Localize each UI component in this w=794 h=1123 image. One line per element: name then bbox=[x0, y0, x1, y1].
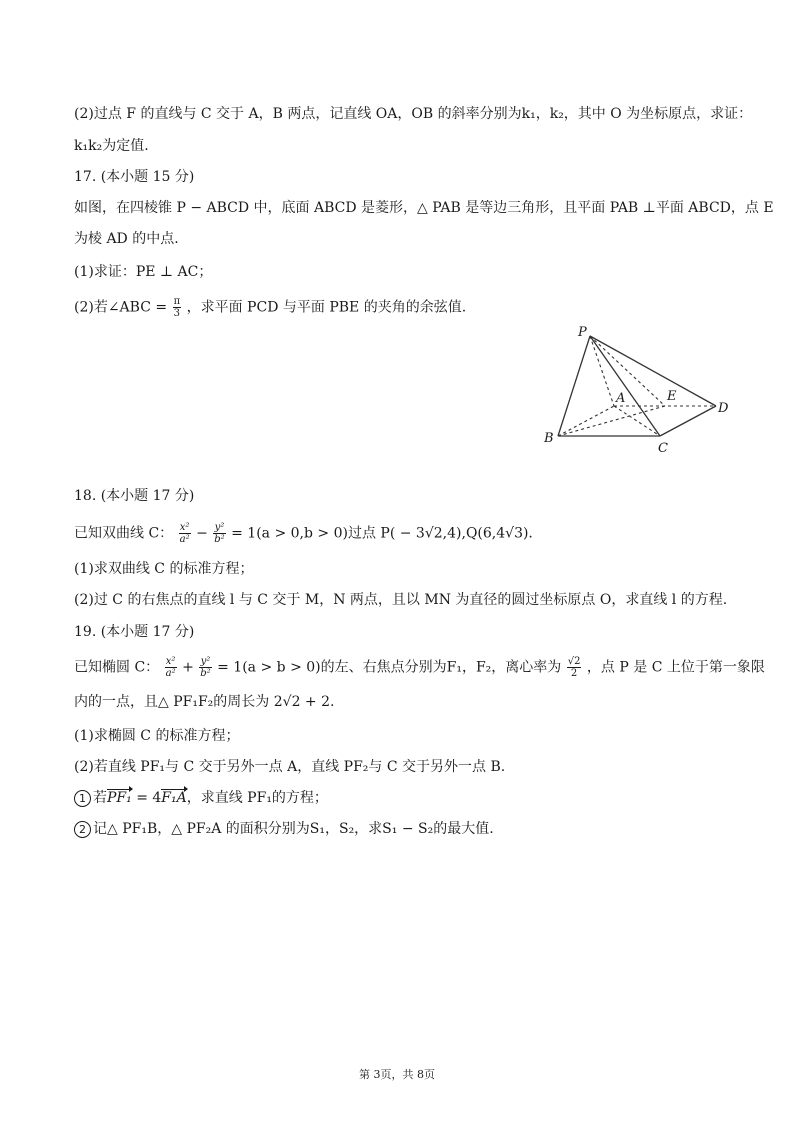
q19-sub1-eq: = 4 bbox=[131, 790, 162, 806]
q19-part2: (2)若直线 PF₁与 C 交于另外一点 A，直线 PF₂与 C 交于另外一点 B. bbox=[74, 759, 506, 775]
q17-stem-line1: 如图，在四棱锥 P − ABCD 中，底面 ABCD 是菱形，△ PAB 是等边三角形，且平面 PAB ⊥平面 ABCD，点 E bbox=[74, 200, 774, 216]
circled-number-1: 1 bbox=[74, 790, 91, 807]
angle-fraction-numerator: π bbox=[173, 296, 181, 307]
ellipse-term-x: $\frac{\text{x²}}{\text{a²}}$ bbox=[165, 656, 176, 679]
label-C: C bbox=[658, 441, 668, 456]
q18-stem: 已知双曲线 C： $\frac{\text{x²}}{\text{a²}}$ − $\frac{\text{y²}}{\text{b²}}$ = 1(a > 0,b > 0)过点 P( − 3√2,4),Q(6,4√3). bbox=[74, 522, 533, 545]
q19-stem-suffix: ，点 P 是 C 上位于第一象限 bbox=[586, 659, 765, 676]
q19-sub1-text: ，求直线 PF₁的方程； bbox=[186, 790, 328, 806]
hyperbola-term-y: $\frac{\text{y²}}{\text{b²}}$ bbox=[214, 522, 225, 545]
q17-header: 17. (本小题 15 分) bbox=[74, 169, 195, 185]
q17-part2-prefix: (2)若∠ABC = bbox=[74, 299, 168, 316]
q19-sub2-text: 记△ PF₁B，△ PF₂A 的面积分别为S₁，S₂，求S₁ − S₂的最大值. bbox=[93, 821, 494, 837]
eccentricity-numerator: √2 bbox=[567, 656, 581, 667]
q19-stem-prefix: 已知椭圆 C： bbox=[74, 659, 160, 676]
ellipse-term-y: $\frac{\text{y²}}{\text{b²}}$ bbox=[200, 656, 211, 679]
edge-CD bbox=[660, 406, 716, 436]
q17-part2 bbox=[74, 296, 466, 319]
edge-AC bbox=[614, 406, 660, 436]
q17-part2-suffix: ，求平面 PCD 与平面 PBE 的夹角的余弦值. bbox=[186, 299, 467, 316]
q17-stem-line2: 为棱 AD 的中点. bbox=[74, 231, 179, 247]
q16-part2-line2: k₁k₂为定值. bbox=[74, 138, 149, 154]
label-B: B bbox=[544, 431, 554, 446]
vector-F1A: F₁A bbox=[161, 790, 187, 806]
angle-fraction-denominator: 3 bbox=[173, 308, 181, 319]
q18-stem-prefix: 已知双曲线 C： bbox=[74, 525, 174, 542]
q16-part2-line1: (2)过点 F 的直线与 C 交于 A，B 两点，记直线 OA，OB 的斜率分别为k₁，k₂，其中 O 为坐标原点，求证： bbox=[74, 106, 753, 122]
label-D: D bbox=[718, 401, 729, 416]
q19-part1: (1)求椭圆 C 的标准方程； bbox=[74, 728, 240, 744]
eccentricity-denominator: 2 bbox=[570, 668, 578, 679]
label-E: E bbox=[667, 389, 677, 404]
page-footer: 第 3页，共 8页 bbox=[359, 1068, 435, 1081]
circled-number-2: 2 bbox=[74, 821, 91, 838]
pyramid-figure bbox=[530, 320, 740, 460]
label-P: P bbox=[578, 325, 587, 340]
q19-subpart1 bbox=[74, 788, 328, 808]
edge-PA bbox=[590, 336, 614, 406]
hyperbola-term-x: $\frac{\text{x²}}{\text{a²}}$ bbox=[179, 522, 190, 545]
angle-fraction bbox=[173, 296, 182, 319]
q18-header: 18. (本小题 17 分) bbox=[74, 488, 195, 504]
q19-stem-line2: 内的一点，且△ PF₁F₂的周长为 2√2 + 2. bbox=[74, 694, 335, 710]
q19-header: 19. (本小题 17 分) bbox=[74, 624, 195, 640]
q18-part1: (1)求双曲线 C 的标准方程； bbox=[74, 561, 254, 577]
eccentricity-fraction bbox=[567, 656, 582, 679]
q17-part1: (1)求证：PE ⊥ AC； bbox=[74, 264, 213, 280]
vector-PF1: PF₁ bbox=[107, 790, 132, 806]
q18-part2: (2)过 C 的右焦点的直线 l 与 C 交于 M，N 两点，且以 MN 为直径的圆过坐标原点 O，求直线 l 的方程. bbox=[74, 592, 728, 608]
q19-subpart2 bbox=[74, 819, 494, 839]
label-A: A bbox=[616, 391, 626, 406]
q18-stem-equation: = 1(a > 0,b > 0)过点 P( − 3√2,4),Q(6,4√3). bbox=[231, 525, 533, 542]
q19-stem-mid: = 1(a > b > 0)的左、右焦点分别为F₁，F₂，离心率为 bbox=[217, 659, 562, 676]
q19-stem-line1: 已知椭圆 C： $\frac{\text{x²}}{\text{a²}}$ + $\frac{\text{y²}}{\text{b²}}$ = 1(a > b > 0)的左、右焦点分别为F₁，F₂，离心率为 $\frac{√2}{2}$ ，点 P 是 C 上位于第一象限 bbox=[74, 656, 765, 679]
q19-sub1-prefix: 若 bbox=[93, 790, 107, 806]
edge-PC bbox=[590, 336, 660, 436]
